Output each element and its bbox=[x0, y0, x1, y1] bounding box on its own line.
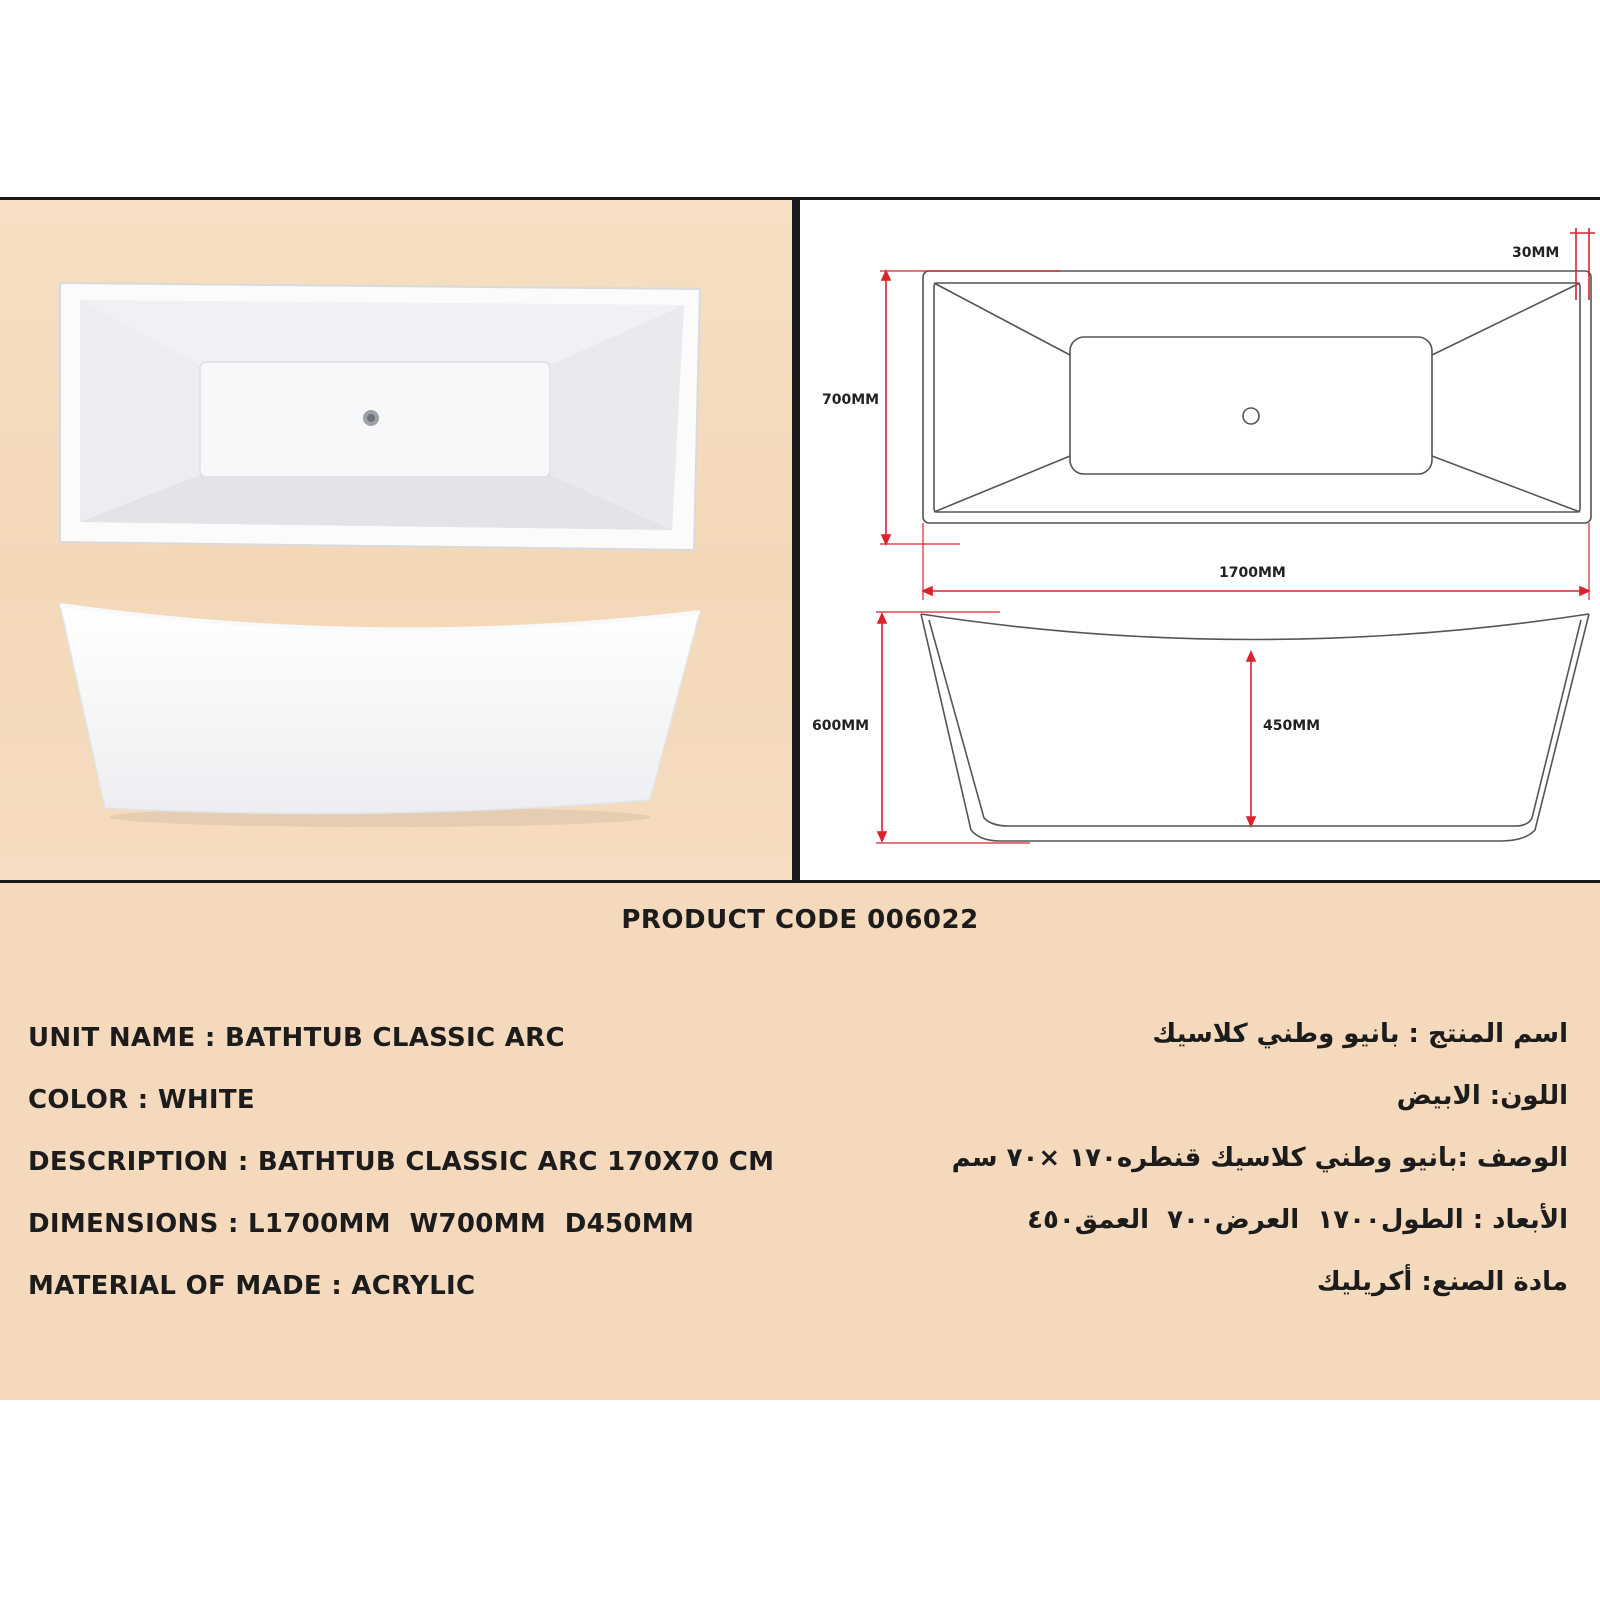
dimension-lines bbox=[876, 228, 1595, 843]
dim-rim-label: 30MM bbox=[1512, 245, 1560, 261]
spec-dimensions-ar: الأبعاد : الطول١٧٠٠ العرض٧٠٠ العمق٤٥٠ bbox=[1027, 1205, 1568, 1235]
spec-description-en: DESCRIPTION : BATHTUB CLASSIC ARC 170X70 CM bbox=[28, 1147, 775, 1177]
bathtub-technical-drawing bbox=[800, 200, 1600, 880]
product-photo-panel bbox=[0, 197, 796, 883]
spec-unit-name-ar: اسم المنتج : بانيو وطني كلاسيك bbox=[1152, 1019, 1568, 1049]
tub-side-view-drawing bbox=[921, 614, 1589, 841]
dim-height-label: 600MM bbox=[812, 718, 870, 734]
tub-top-view-photo bbox=[60, 283, 700, 550]
product-info-panel bbox=[0, 883, 1600, 1400]
tub-top-view-drawing bbox=[923, 271, 1591, 523]
spec-color-ar: اللون: الابيض bbox=[1396, 1081, 1568, 1111]
spec-material-ar: مادة الصنع: أكريليك bbox=[1316, 1267, 1568, 1297]
top-margin bbox=[0, 0, 1600, 197]
dim-depth-label: 450MM bbox=[1263, 718, 1321, 734]
spec-material-en: MATERIAL OF MADE : ACRYLIC bbox=[28, 1271, 476, 1301]
bottom-margin bbox=[0, 1400, 1600, 1600]
dim-width-label: 700MM bbox=[822, 392, 880, 408]
spec-unit-name-en: UNIT NAME : BATHTUB CLASSIC ARC bbox=[28, 1023, 565, 1053]
tub-side-view-photo bbox=[60, 605, 700, 827]
product-code-heading: PRODUCT CODE 006022 bbox=[621, 905, 979, 935]
technical-drawing-panel bbox=[796, 197, 1600, 883]
spec-color-en: COLOR : WHITE bbox=[28, 1085, 255, 1115]
spec-description-ar: الوصف :بانيو وطني كلاسيك قنطره١٧٠ ×٧٠ سم bbox=[951, 1143, 1568, 1173]
specs-english-list bbox=[28, 1023, 774, 1333]
specs-arabic-list bbox=[952, 1019, 1568, 1329]
dim-length-label: 1700MM bbox=[1219, 565, 1286, 581]
spec-dimensions-en: DIMENSIONS : L1700MM W700MM D450MM bbox=[28, 1209, 695, 1239]
bathtub-photo bbox=[0, 200, 792, 880]
